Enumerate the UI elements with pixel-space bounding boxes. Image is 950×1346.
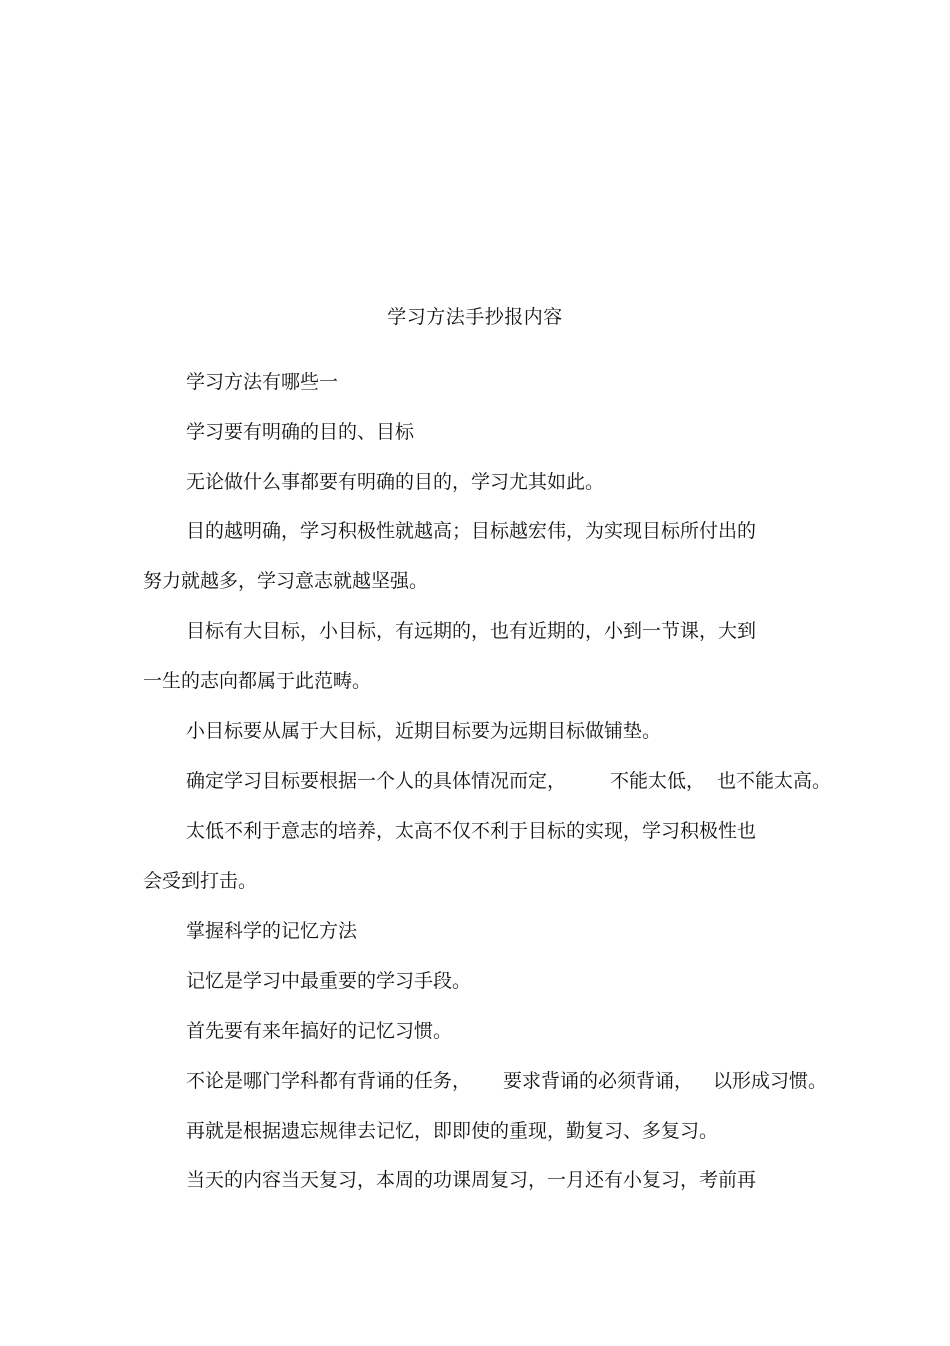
paragraph-line: 小目标要从属于大目标，近期目标要为远期目标做铺垫。 [186, 720, 662, 742]
document-title: 学习方法手抄报内容 [387, 306, 563, 328]
paragraph-line: 目的越明确，学习积极性就越高；目标越宏伟，为实现目标所付出的 [186, 520, 757, 542]
paragraph-line: 学习要有明确的目的、目标 [186, 421, 415, 443]
paragraph-line: 当天的内容当天复习，本周的功课周复习，一月还有小复习，考前再 [186, 1169, 757, 1191]
paragraph-line: 太低不利于意志的培养，太高不仅不利于目标的实现，学习积极性也 [186, 820, 757, 842]
paragraph-line: 学习方法有哪些一 [186, 371, 339, 393]
line-segment: 要求背诵的必须背诵， [503, 1070, 694, 1092]
paragraph-line: 首先要有来年搞好的记忆习惯。 [186, 1020, 453, 1042]
line-segment: 不能太低， [610, 770, 706, 792]
paragraph-line: 努力就越多，学习意志就越坚强。 [143, 570, 429, 592]
paragraph-line: 掌握科学的记忆方法 [186, 920, 358, 942]
paragraph-line: 记忆是学习中最重要的学习手段。 [186, 970, 472, 992]
paragraph-line [186, 1068, 827, 1094]
paragraph-line: 一生的志向都属于此范畴。 [143, 670, 372, 692]
line-segment: 以形成习惯。 [713, 1070, 828, 1092]
line-segment: 确定学习目标要根据一个人的具体情况而定， [186, 770, 567, 792]
paragraph-line: 会受到打击。 [143, 870, 258, 892]
paragraph-line: 无论做什么事都要有明确的目的，学习尤其如此。 [186, 471, 605, 493]
paragraph-line: 目标有大目标，小目标，有远期的，也有近期的，小到一节课，大到 [186, 620, 757, 642]
line-segment: 也不能太高。 [717, 770, 832, 792]
line-segment: 不论是哪门学科都有背诵的任务， [186, 1070, 472, 1092]
paragraph-line: 再就是根据遗忘规律去记忆，即即使的重现，勤复习、多复习。 [186, 1120, 719, 1142]
paragraph-line [186, 768, 831, 794]
